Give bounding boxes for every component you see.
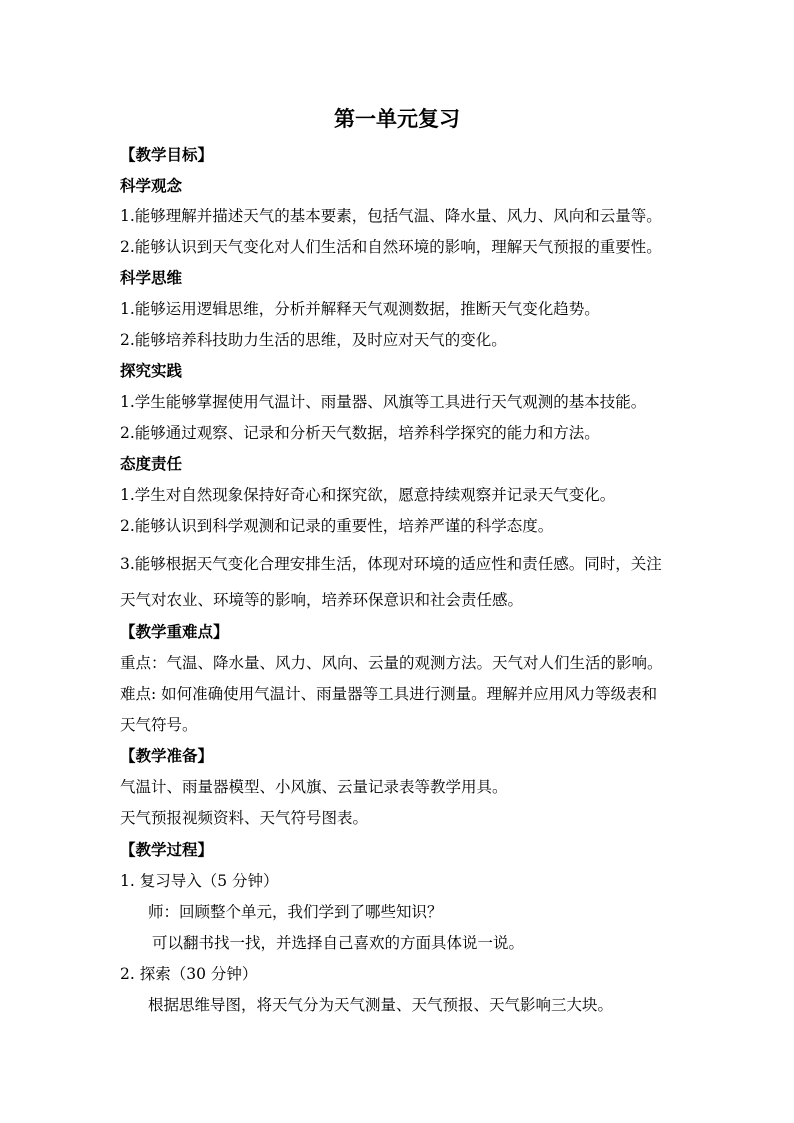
prep-item-2: 天气预报视频资料、天气符号图表。 <box>120 809 369 827</box>
keypoints-difficulty-cont: 天气符号。 <box>120 716 198 734</box>
prep-heading: 【教学准备】 <box>120 746 214 765</box>
process-step-1-line-1: 师：回顾整个单元，我们学到了哪些知识？ <box>148 903 443 921</box>
process-step-1: 1. 复习导入（5 分钟） <box>120 872 279 890</box>
attitude-item-2: 2.能够认识到科学观测和记录的重要性，培养严谨的科学态度。 <box>120 517 554 535</box>
page-title: 第一单元复习 <box>334 106 460 131</box>
practice-item-2: 2.能够通过观察、记录和分析天气数据，培养科学探究的能力和方法。 <box>120 424 600 442</box>
objectives-heading: 【教学目标】 <box>120 145 214 164</box>
thinking-heading: 科学思维 <box>120 268 183 287</box>
attitude-heading: 态度责任 <box>120 454 183 473</box>
attitude-item-3: 3.能够根据天气变化合理安排生活，体现对环境的适应性和责任感。同时，关注 <box>120 555 662 573</box>
keypoints-heading: 【教学重难点】 <box>120 622 229 641</box>
keypoints-difficulty: 难点: 如何准确使用气温计、雨量器等工具进行测量。理解并应用风力等级表和 <box>120 685 658 703</box>
prep-item-1: 气温计、雨量器模型、小风旗、云量记录表等教学用具。 <box>120 778 508 796</box>
concepts-item-1: 1.能够理解并描述天气的基本要素，包括气温、降水量、风力、风向和云量等。 <box>120 207 662 225</box>
thinking-item-1: 1.能够运用逻辑思维，分析并解释天气观测数据，推断天气变化趋势。 <box>120 300 600 318</box>
thinking-item-2: 2.能够培养科技助力生活的思维，及时应对天气的变化。 <box>120 331 507 349</box>
process-step-2-line-1: 根据思维导图，将天气分为天气测量、天气预报、天气影响三大块。 <box>148 996 614 1014</box>
concepts-heading: 科学观念 <box>120 176 183 195</box>
practice-item-1: 1.学生能够掌握使用气温计、雨量器、风旗等工具进行天气观测的基本技能。 <box>120 393 647 411</box>
attitude-item-1: 1.学生对自然现象保持好奇心和探究欲，愿意持续观察并记录天气变化。 <box>120 486 616 504</box>
practice-heading: 探究实践 <box>120 361 183 380</box>
attitude-item-3-cont: 天气对农业、环境等的影响，培养环保意识和社会责任感。 <box>120 591 524 609</box>
process-step-2: 2. 探索（30 分钟） <box>120 965 258 983</box>
keypoints-focus: 重点：气温、降水量、风力、风向、云量的观测方法。天气对人们生活的影响。 <box>120 654 663 672</box>
concepts-item-2: 2.能够认识到天气变化对人们生活和自然环境的影响，理解天气预报的重要性。 <box>120 238 662 256</box>
process-heading: 【教学过程】 <box>120 840 214 859</box>
process-step-1-line-2: 可以翻书找一找，并选择自己喜欢的方面具体说一说。 <box>152 934 525 952</box>
